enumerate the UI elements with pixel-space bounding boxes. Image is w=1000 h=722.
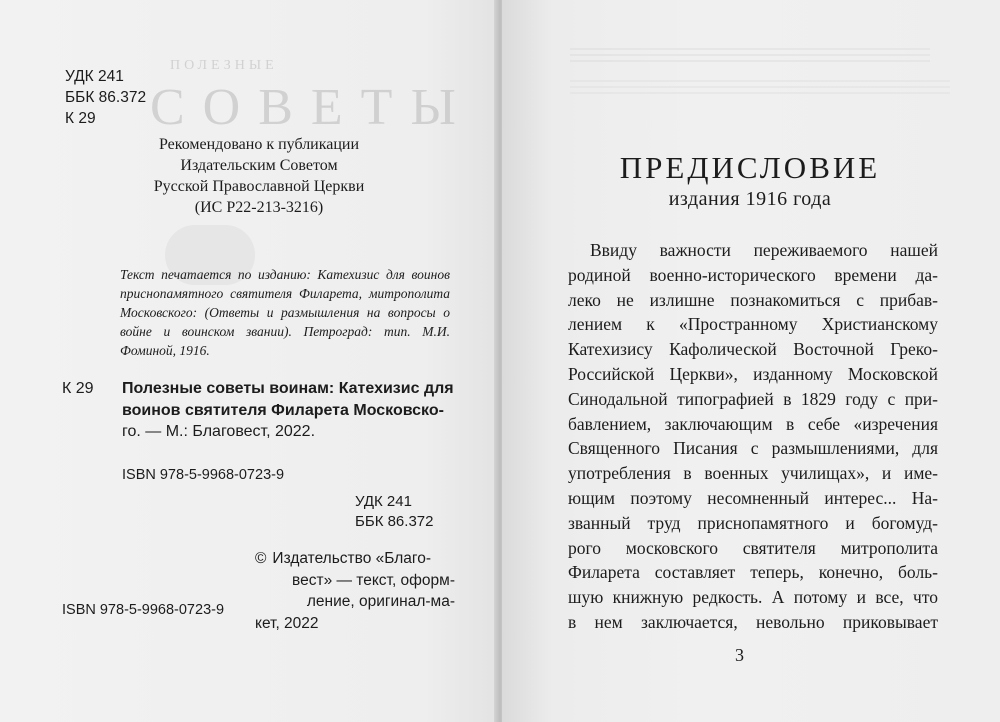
publication-recommendation	[100, 134, 418, 218]
text-line: званный труд приснопамятного и богомуд-	[568, 512, 938, 533]
catalog-code: К 29	[62, 380, 94, 397]
recommendation-line: Издательским Советом	[180, 157, 338, 174]
recommendation-line: Рекомендовано к публикации	[158, 136, 360, 153]
author-mark: К 29	[65, 110, 96, 127]
text-line: Священного Писания с размышлениями, для	[568, 438, 938, 459]
source-edition-note: Текст печатается по изданию: Катехизис для воинов приснопамятного святителя Филарета, митрополита Московского: (Ответы и размышления на вопросы о войне и воинском звании). Петроград: тип. М.И. Фоминой, 1916.	[120, 267, 450, 358]
copyright-line: ление, оригинал-ма-	[306, 593, 455, 610]
show-through-title: СОВЕТЫ	[150, 79, 474, 136]
text-line: бавлением, заключающим в себе «изречения	[568, 413, 938, 434]
preface-text	[568, 238, 938, 635]
left-page	[0, 0, 498, 722]
udk-code: УДК 241	[65, 68, 124, 85]
text-line: рого московского святителя митрополита	[568, 537, 938, 558]
text-line: в нем заключается, невольно приковывает	[568, 611, 938, 632]
text-line: лением к «Пространному Христианскому	[568, 314, 938, 335]
isbn-bottom: ISBN 978-5-9968-0723-9	[62, 602, 225, 618]
isbn-top: ISBN 978-5-9968-0723-9	[122, 467, 285, 483]
text-line: Филарета составляет теперь, конечно, боль-	[568, 562, 938, 583]
text-line: Ввиду важности переживаемого нашей	[590, 240, 938, 260]
recommendation-line: Русской Православной Церкви	[153, 178, 365, 195]
chapter-subtitle: издания 1916 года	[668, 188, 832, 210]
copyright-line: кет, 2022	[255, 614, 319, 632]
udk-code: УДК 241	[355, 493, 412, 510]
text-line: родиной военно-исторического времени да-	[568, 264, 938, 285]
text-line: Синодальной типографией в 1829 году с при-	[568, 388, 938, 409]
copyright-notice	[255, 548, 455, 634]
text-line: Российской Церкви», изданному Московской	[568, 363, 938, 384]
catalog-title: Полезные советы воинам: Катехизис для воинов святителя Филарета Московско-	[122, 380, 454, 419]
show-through-text: ПОЛЕЗНЫЕ	[170, 58, 278, 73]
copyright-icon: ©	[255, 550, 267, 567]
text-line: шую книжную редкость. А потому и все, что	[568, 587, 938, 608]
text-line: ющим поэтому несомненный интерес... На-	[568, 487, 938, 508]
bbk-code: ББК 86.372	[65, 89, 147, 106]
catalog-imprint: го. — М.: Благовест, 2022.	[122, 423, 316, 440]
bbk-code: ББК 86.372	[355, 513, 434, 530]
show-through-lines	[570, 48, 930, 66]
recommendation-code: (ИС Р22-213-3216)	[194, 199, 324, 216]
copyright-line: вест» — текст, оформ-	[292, 571, 455, 589]
catalog-description	[122, 378, 462, 443]
text-line: Катехизису Кафолической Восточной Греко-	[568, 339, 938, 360]
classification-codes	[65, 66, 146, 129]
classification-codes-bottom	[355, 492, 433, 532]
text-line: употребления в военных училищах», и име-	[568, 463, 938, 484]
text-line: леко не излишне познакомиться с прибав-	[568, 289, 938, 310]
copyright-line: Издательство «Благо-	[272, 550, 432, 567]
page-number: 3	[735, 645, 744, 665]
show-through-lines	[570, 80, 950, 98]
chapter-title: ПРЕДИСЛОВИЕ	[619, 150, 881, 185]
